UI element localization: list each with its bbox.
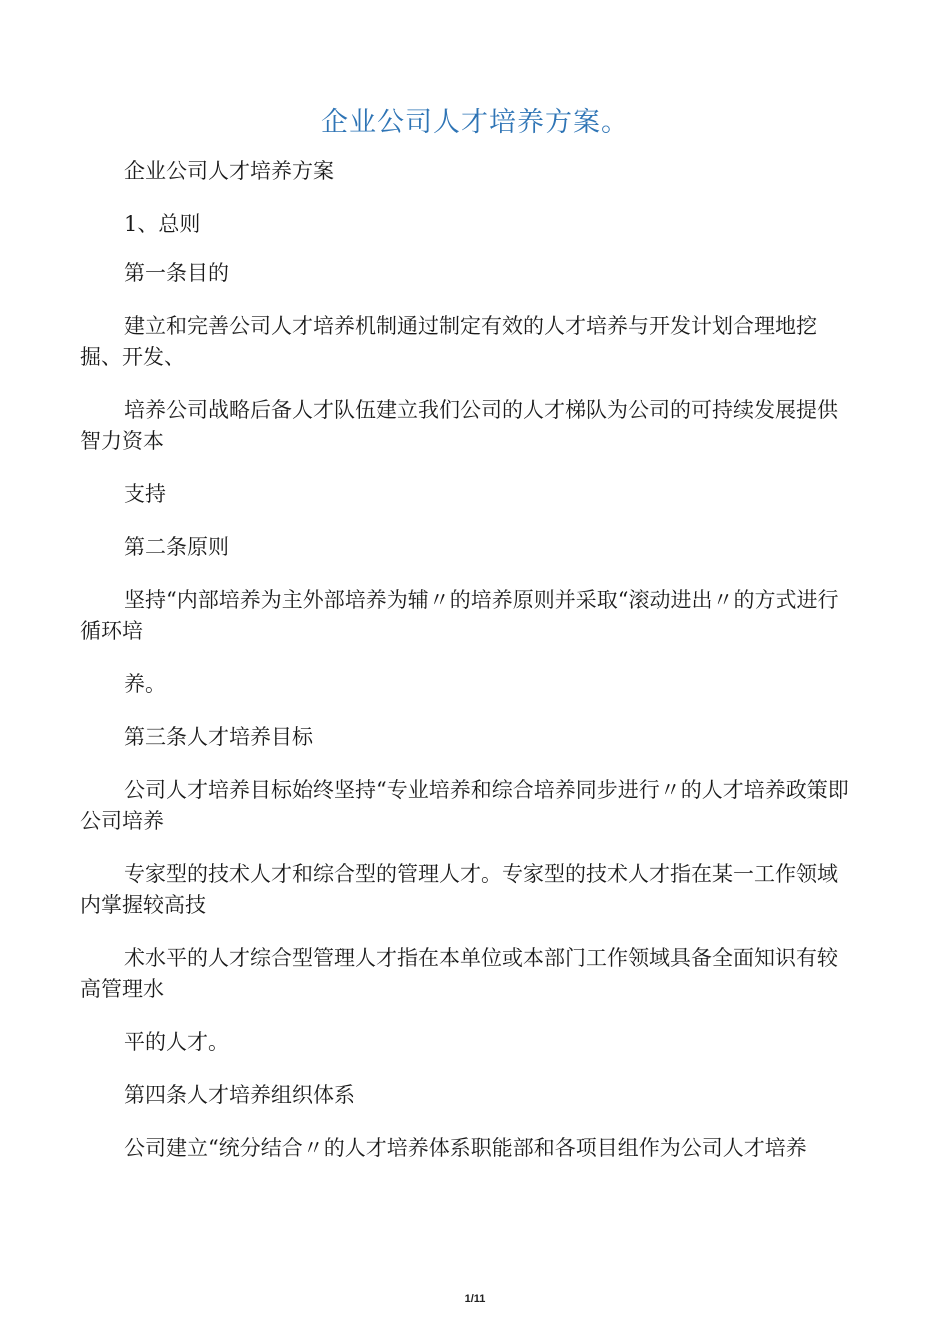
paragraph: 术水平的人才综合型管理人才指在本单位或本部门工作领域具备全面知识有较高管理水 xyxy=(80,946,838,1001)
article-heading: 第三条人才培养目标 xyxy=(124,725,313,749)
paragraph: 建立和完善公司人才培养机制通过制定有效的人才培养与开发计划合理地挖掘、开发、 xyxy=(80,314,817,369)
paragraph: 平的人才。 xyxy=(124,1030,229,1054)
paragraph: 专家型的技术人才和综合型的管理人才。专家型的技术人才指在某一工作领域内掌握较高技 xyxy=(80,862,838,917)
document-body xyxy=(80,156,852,1186)
paragraph: 公司人才培养目标始终坚持“专业培养和综合培养同步进行〃的人才培养政策即公司培养 xyxy=(80,778,849,833)
document-title: 企业公司人才培养方案。 xyxy=(321,107,629,138)
page-number: 1/11 xyxy=(464,1293,486,1305)
paragraph: 企业公司人才培养方案 xyxy=(124,159,334,183)
article-heading: 第一条目的 xyxy=(124,261,229,285)
paragraph: 支持 xyxy=(124,482,166,506)
article-heading: 第二条原则 xyxy=(124,535,229,559)
article-heading: 第四条人才培养组织体系 xyxy=(124,1083,355,1107)
paragraph: 培养公司战略后备人才队伍建立我们公司的人才梯队为公司的可持续发展提供智力资本 xyxy=(80,398,838,453)
paragraph: 公司建立“统分结合〃的人才培养体系职能部和各项目组作为公司人才培养 xyxy=(124,1136,807,1160)
section-heading: 1、总则 xyxy=(124,212,201,236)
paragraph: 坚持“内部培养为主外部培养为辅〃的培养原则并采取“滚动进出〃的方式进行循环培 xyxy=(80,588,839,643)
paragraph: 养。 xyxy=(124,672,166,696)
